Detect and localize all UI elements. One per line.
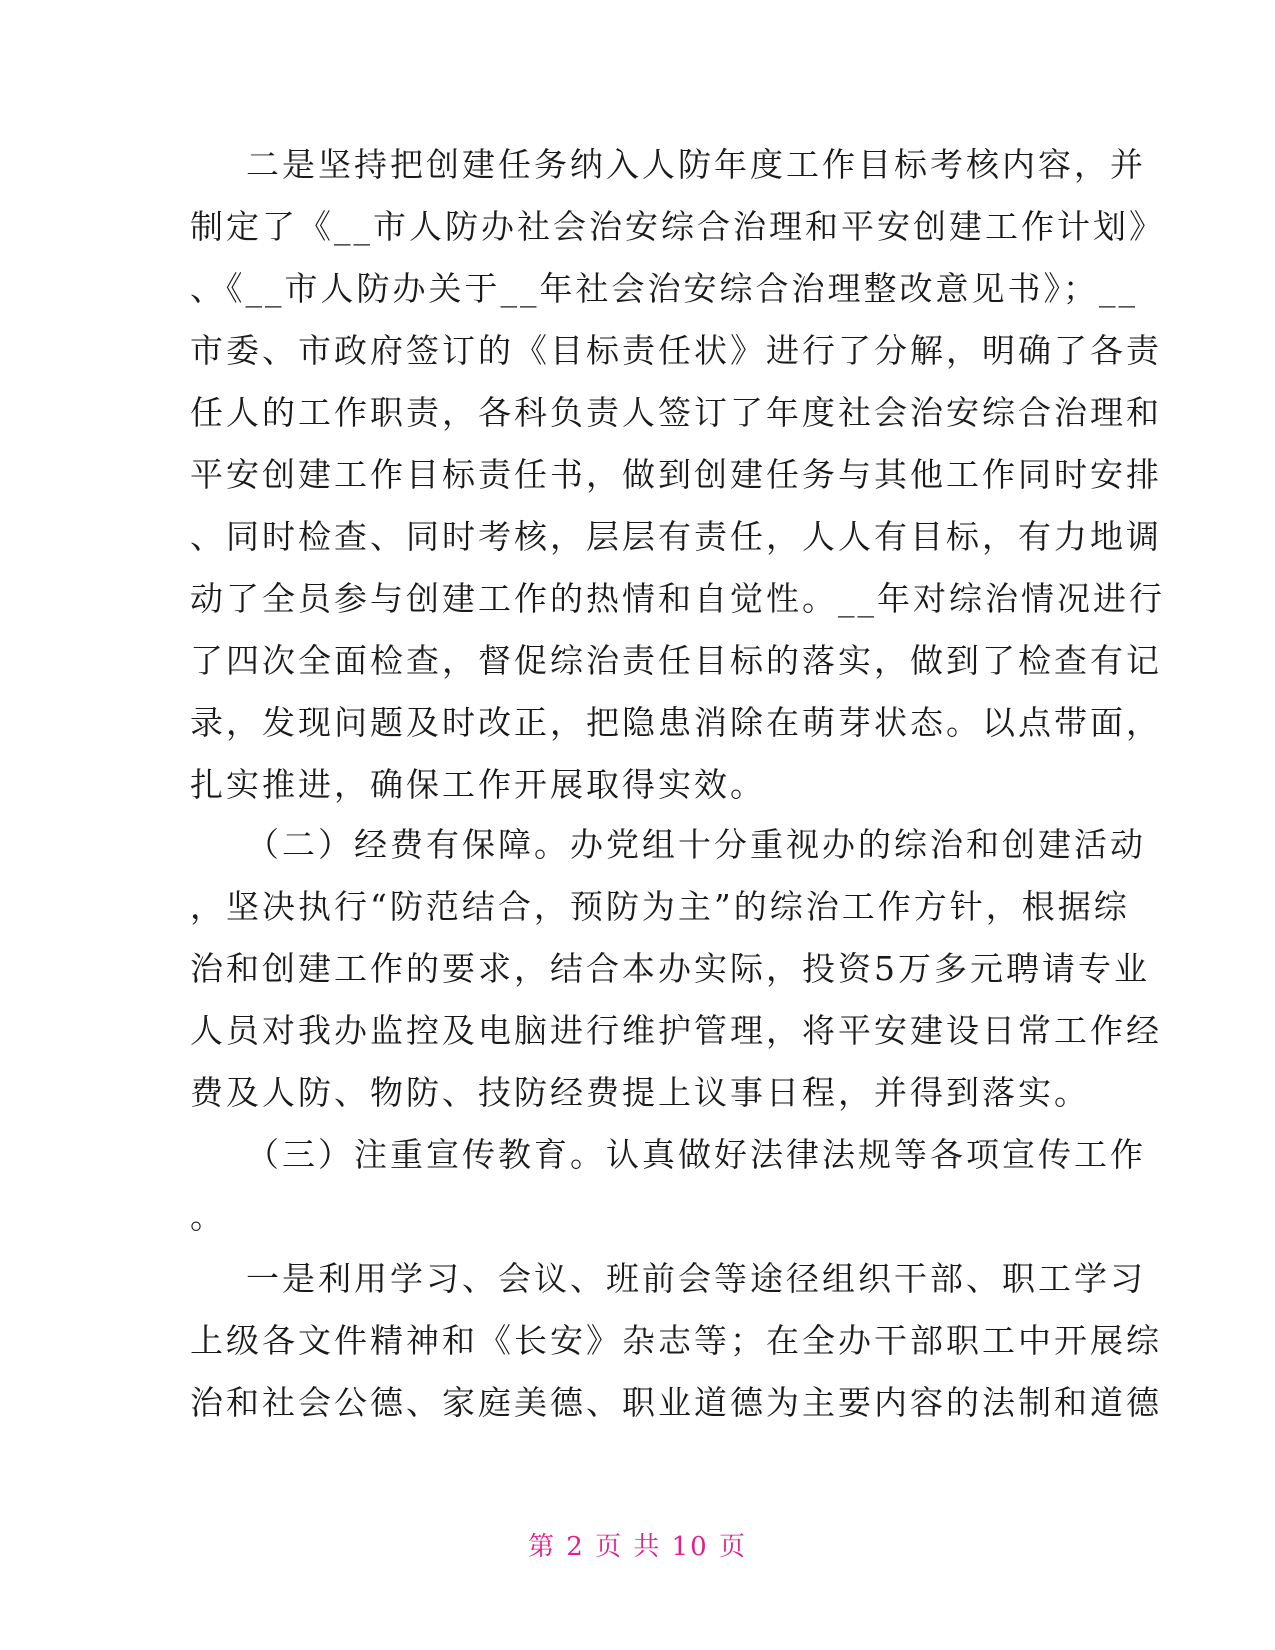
text-line: 扎实推进，确保工作开展取得实效。 — [190, 765, 766, 804]
text-line: （二）经费有保障。办党组十分重视办的综治和创建活动 — [246, 825, 1146, 864]
page-number-footer: 第 2 页 共 10 页 — [528, 1532, 747, 1562]
text-line: 费及人防、物防、技防经费提上议事日程，并得到落实。 — [190, 1073, 1090, 1112]
text-line: 、同时检查、同时考核，层层有责任，人人有目标，有力地调 — [190, 517, 1162, 556]
text-line: ，坚决执行“防范结合，预防为主”的综治工作方针，根据综 — [190, 887, 1130, 926]
text-line: 上级各文件精神和《长安》杂志等；在全办干部职工中开展综 — [190, 1321, 1162, 1360]
text-line: 、《__市人防办关于__年社会治安综合治理整改意见书》；__ — [190, 269, 1138, 308]
text-line: 人员对我办监控及电脑进行维护管理，将平安建设日常工作经 — [190, 1011, 1162, 1050]
text-line: 治和社会公德、家庭美德、职业道德为主要内容的法制和道德 — [190, 1383, 1162, 1422]
text-line: 一是利用学习、会议、班前会等途径组织干部、职工学习 — [246, 1259, 1146, 1298]
text-line: 动了全员参与创建工作的热情和自觉性。__年对综治情况进行 — [190, 579, 1165, 618]
text-line: 。 — [190, 1197, 226, 1236]
text-line: 二是坚持把创建任务纳入人防年度工作目标考核内容，并 — [246, 145, 1146, 184]
text-line: 任人的工作职责，各科负责人签订了年度社会治安综合治理和 — [190, 393, 1162, 432]
text-line: 市委、市政府签订的《目标责任状》进行了分解，明确了各责 — [190, 331, 1162, 370]
text-line: 治和创建工作的要求，结合本办实际，投资5万多元聘请专业 — [190, 949, 1150, 988]
text-line: 制定了《__市人防办社会治安综合治理和平安创建工作计划》 — [190, 207, 1165, 246]
text-line: 了四次全面检查，督促综治责任目标的落实，做到了检查有记 — [190, 641, 1162, 680]
text-line: 录，发现问题及时改正，把隐患消除在萌芽状态。以点带面， — [190, 703, 1162, 742]
text-line: 平安创建工作目标责任书，做到创建任务与其他工作同时安排 — [190, 455, 1162, 494]
text-line: （三）注重宣传教育。认真做好法律法规等各项宣传工作 — [246, 1135, 1146, 1174]
